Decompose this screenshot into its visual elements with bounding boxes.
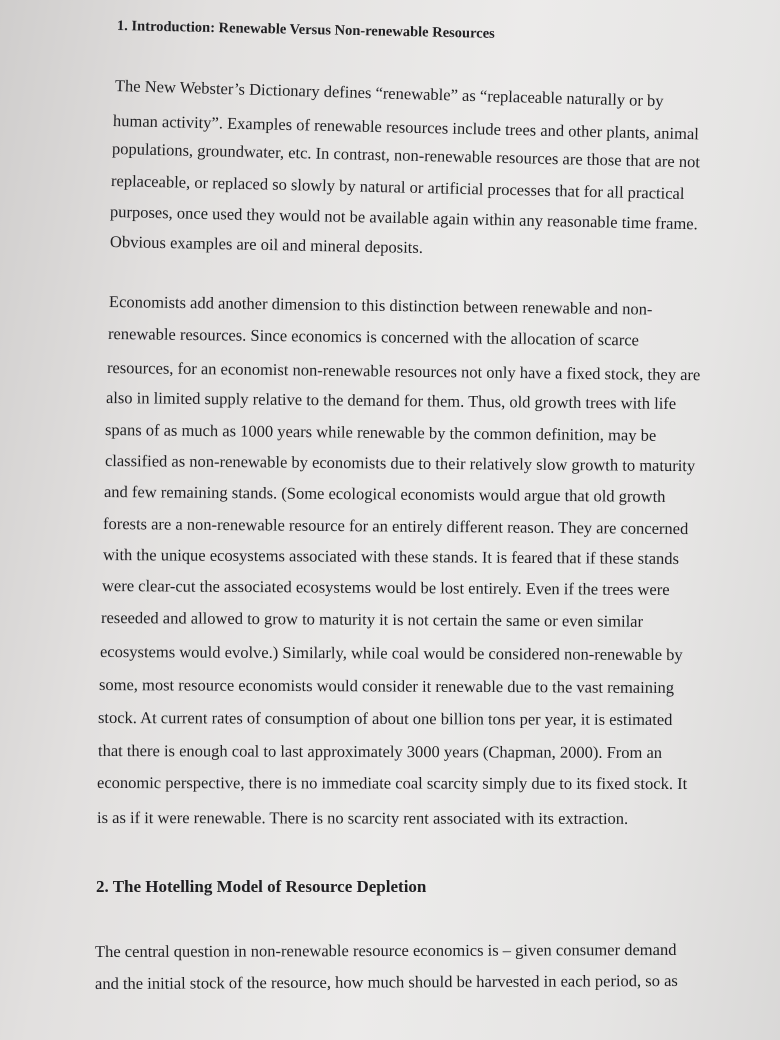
text-line: replaceable, or replaced so slowly by natural or artificial processes that for all practical — [110, 171, 685, 204]
text-line: stock. At current rates of consumption of about one billion tons per year, it is estimated — [97, 708, 673, 730]
text-line: reseeded and allowed to grow to maturity it is not certain the same or even similar — [100, 608, 644, 631]
text-line: and few remaining stands. (Some ecological economists would argue that old growth — [103, 482, 666, 506]
text-line: ecosystems would evolve.) Similarly, while coal would be considered non-renewable by — [99, 642, 683, 665]
text-line: and the initial stock of the resource, how much should be harvested in each period, so as — [94, 970, 678, 993]
text-line: with the unique ecosystems associated with these stands. It is feared that if these stands — [102, 545, 680, 569]
text-line: human activity”. Examples of renewable resources include trees and other plants, animal — [112, 111, 700, 144]
text-line: populations, groundwater, etc. In contrast, non-renewable resources are those that are not — [111, 139, 701, 172]
text-line: also in limited supply relative to the demand for them. Thus, old growth trees with life — [105, 388, 677, 413]
text-line: renewable resources. Since economics is concerned with the allocation of scarce — [107, 324, 640, 350]
text-line: purposes, once used they would not be available again within any reasonable time frame. — [109, 202, 698, 234]
text-line: Economists add another dimension to this distinction between renewable and non- — [108, 292, 653, 319]
section-1-heading: 1. Introduction: Renewable Versus Non-renewable Resources — [116, 18, 495, 42]
text-line: were clear-cut the associated ecosystems would be lost entirely. Even if the trees were — [101, 576, 670, 599]
text-line: resources, for an economist non-renewable resources not only have a fixed stock, they are — [106, 358, 701, 385]
text-line: economic perspective, there is no immediate coal scarcity simply due to its fixed stock. It — [96, 773, 688, 794]
text-line: The central question in non-renewable resource economics is – given consumer demand — [94, 939, 677, 961]
text-line: some, most resource economists would consider it renewable due to the vast remaining — [98, 675, 675, 698]
text-line: is as if it were renewable. There is no scarcity rent associated with its extraction. — [96, 808, 629, 828]
text-line: that there is enough coal to last approximately 3000 years (Chapman, 2000). From an — [97, 741, 663, 762]
text-line: spans of as much as 1000 years while renewable by the common definition, may be — [104, 420, 657, 445]
text-line: Obvious examples are oil and mineral deposits. — [109, 232, 424, 258]
text-line: forests are a non-renewable resource for an entirely different reason. They are concerned — [102, 514, 689, 539]
text-line: classified as non-renewable by economists due to their relatively slow growth to maturity — [104, 451, 696, 476]
text-line: The New Webster’s Dictionary defines “renewable” as “replaceable naturally or by — [114, 76, 664, 111]
section-2-heading: 2. The Hotelling Model of Resource Depletion — [96, 877, 427, 896]
